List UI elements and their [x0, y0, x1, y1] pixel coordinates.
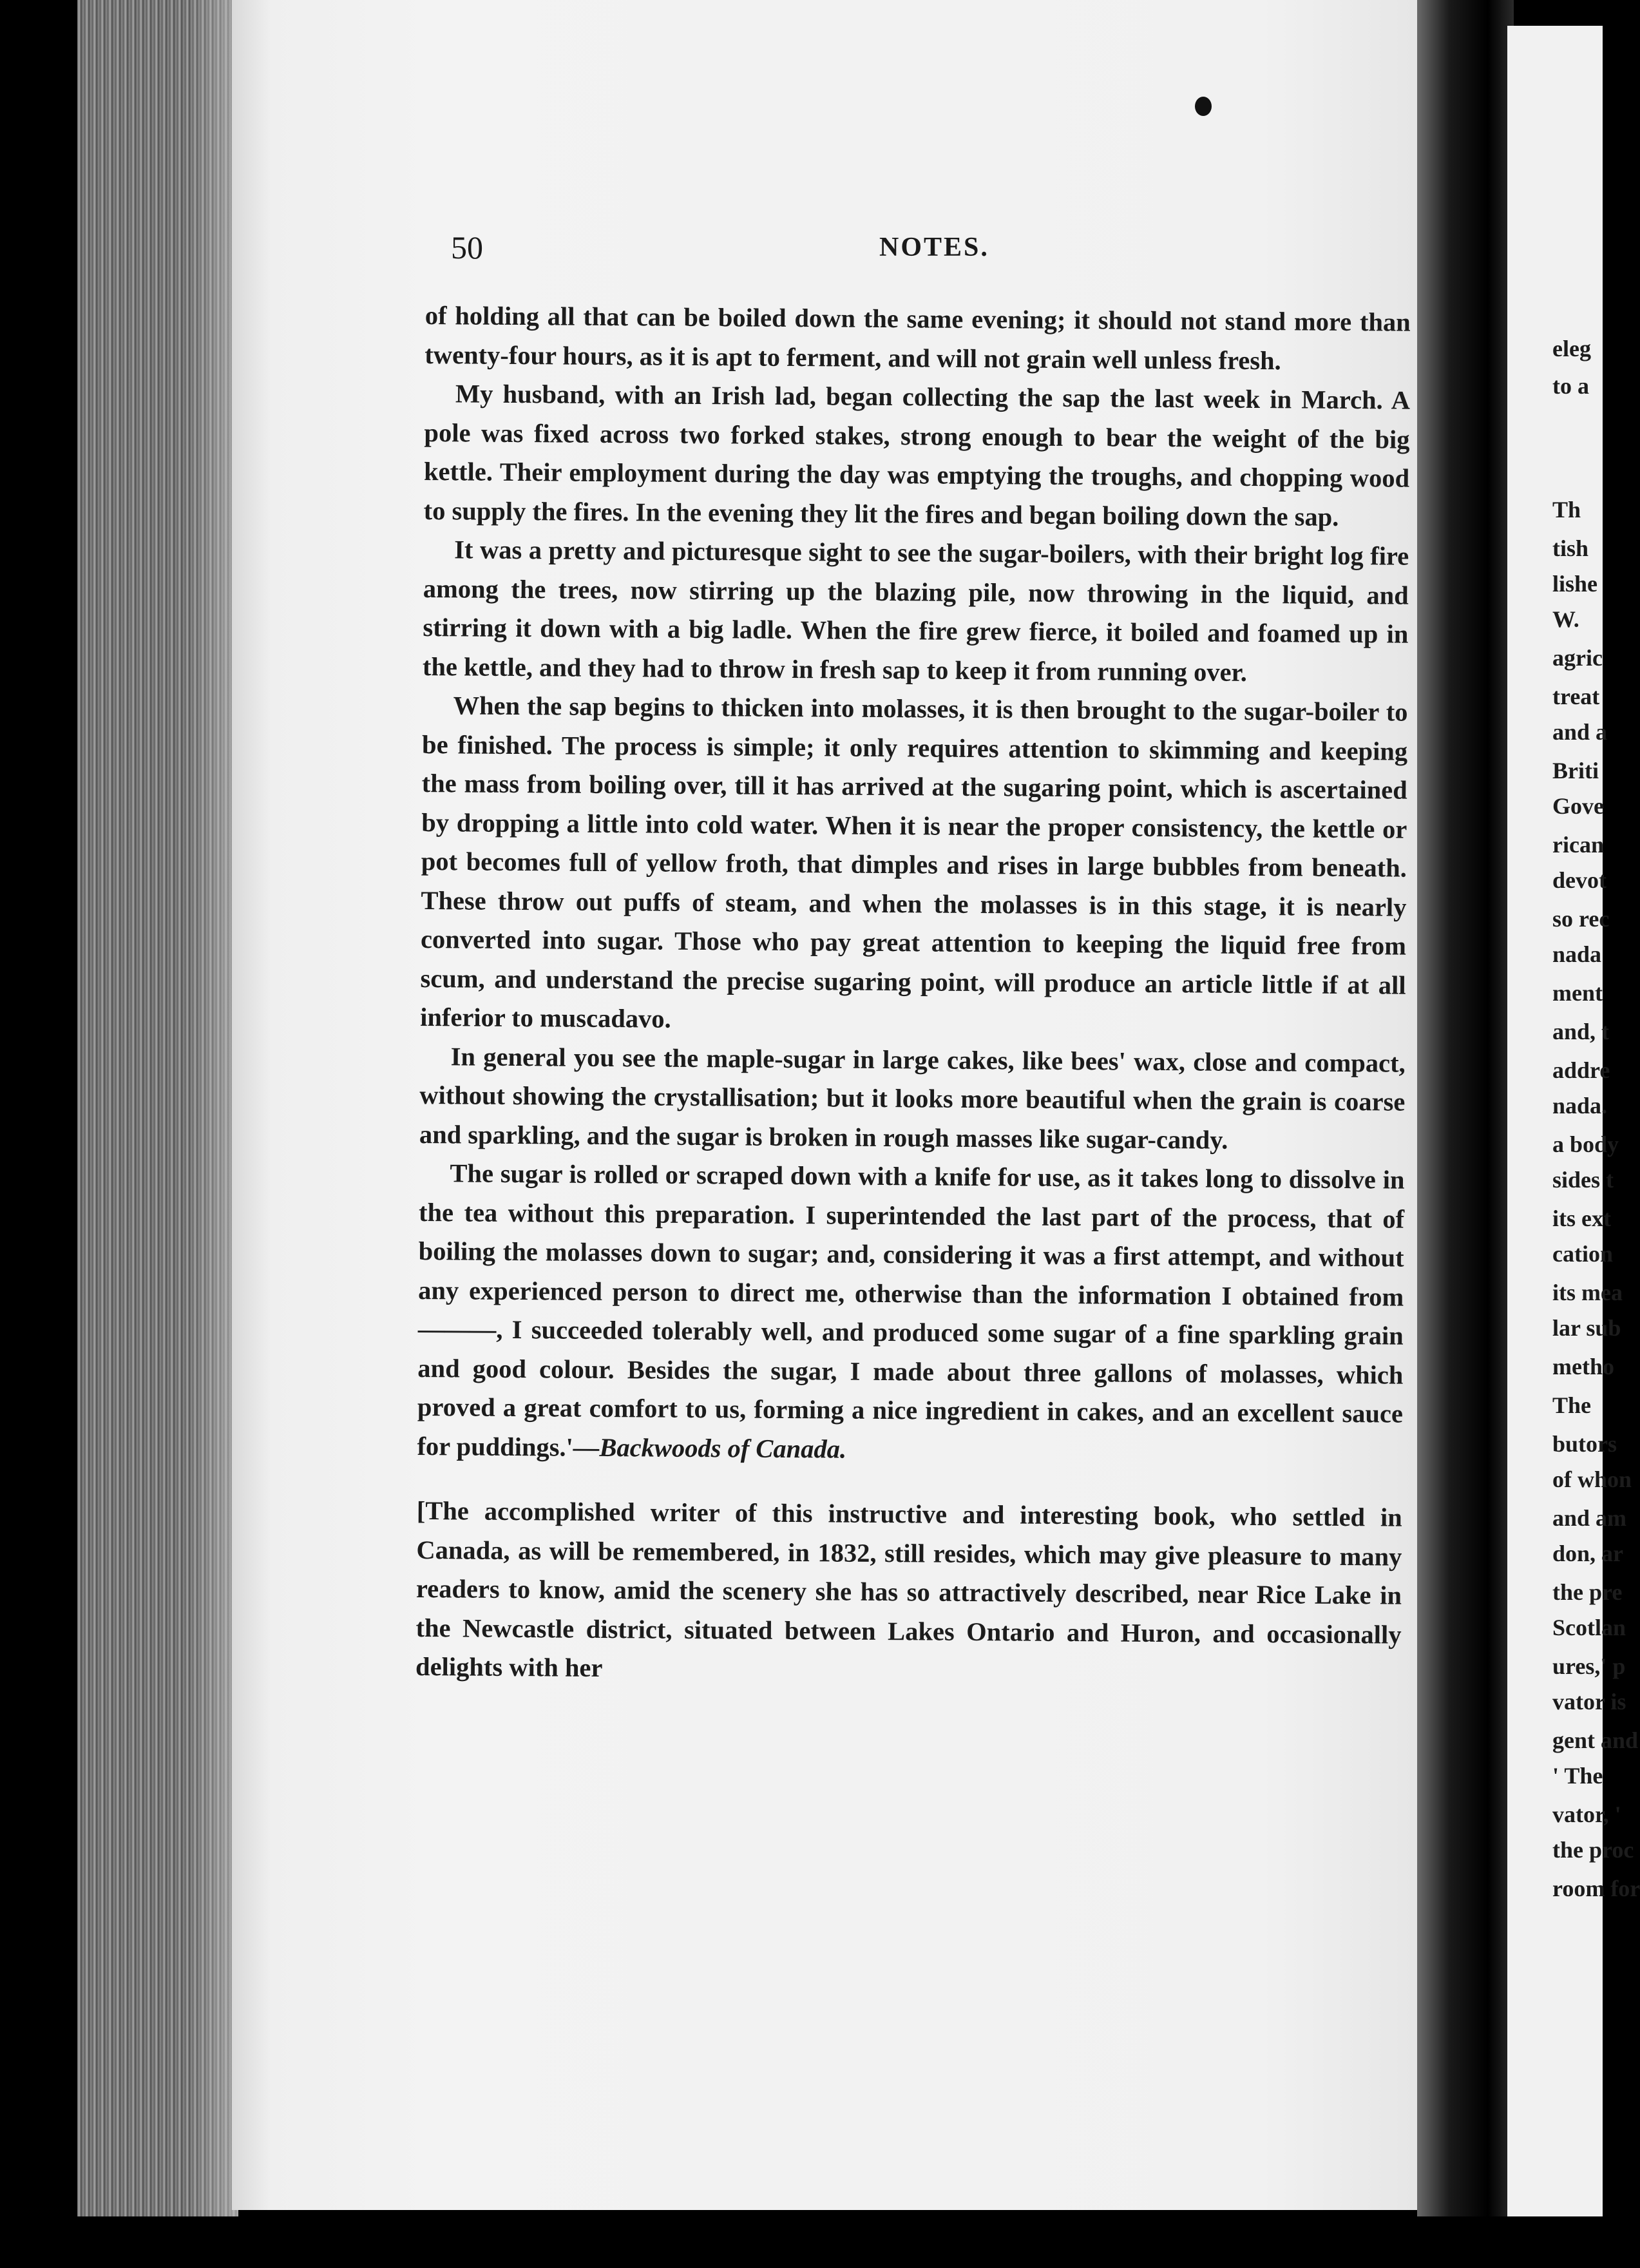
ink-spot — [1195, 97, 1212, 116]
facing-line: its mea — [1552, 1280, 1623, 1305]
facing-line: don, ar — [1552, 1541, 1624, 1566]
facing-line: the pre — [1552, 1579, 1623, 1605]
page-edges-shadow — [187, 0, 238, 2268]
body-text — [415, 296, 1411, 1693]
paragraph: When the sap begins to thicken into molasses, it is then brought to the sugar-boiler to be finished. The process is simple; it only requires attention to skimming and keeping the mass from boiling over, till it has arrived at the sugaring point, which is ascertained by dropping a little into cold water. When it is near the proper consistency, the kettle or pot becomes full of yellow froth, that dimples and rises in large bubbles from beneath. These throw out puffs of steam, and when the molasses is in this stage, it is nearly converted into sugar. Those who pay great attention to keeping the liquid free from scum, and understand the precise sugaring point, will produce an article little if at all inferior to muscadavo. — [420, 691, 1408, 1033]
facing-line: Gove — [1552, 793, 1604, 819]
facing-line: so rec — [1552, 906, 1610, 932]
facing-line: metho — [1552, 1354, 1614, 1379]
paragraph: My husband, with an Irish lad, began collecting the sap the last week in March. A pole was fixed across two forked stakes, strong enough to bear the weight of the big kettle. Their employment during the day was emptying the troughs, and chopping wood to supply the fires. In the evening they lit the fires and began boiling down the sap. — [423, 379, 1411, 532]
facing-line: ment — [1552, 980, 1603, 1006]
facing-line: butors — [1552, 1431, 1617, 1457]
facing-line: tish — [1552, 535, 1589, 561]
book-gutter — [1417, 0, 1514, 2268]
facing-line: cation — [1552, 1241, 1613, 1267]
facing-line: agric — [1552, 645, 1603, 671]
paragraph-with-citation — [417, 1154, 1404, 1473]
facing-line: its ext — [1552, 1206, 1611, 1231]
facing-line: nada. — [1552, 1093, 1608, 1119]
paragraph-text: The sugar is rolled or scraped down with a knife for use, as it takes long to dissolve in the tea without this preparation. I superintended the last part of the process, that of boiling the molasses down to sugar; and, considering it was a first attempt, and without any experienced person to direct me, otherwise than the information I obtained from ———, I succeeded tolerably well, and produced some sugar of a fine sparkling grain and good colour. Besides the sugar, I made about three gallons of molasses, which proved a great comfort to us, forming a nice ingredient in cakes, and an excellent sauce for puddings.' — [417, 1158, 1405, 1462]
facing-line: W. — [1552, 606, 1579, 632]
facing-line: and a — [1552, 719, 1608, 745]
facing-line: sides t — [1552, 1167, 1614, 1193]
facing-line: and am — [1552, 1505, 1627, 1531]
facing-line: to a — [1552, 373, 1589, 399]
facing-line: lishe — [1552, 571, 1598, 597]
paragraph: In general you see the maple-sugar in large cakes, like bees' wax, close and compact, without showing the crystallisation; but it looks more beautiful when the grain is coarse and sparkling, and the sugar is broken in rough masses like sugar-candy. — [419, 1041, 1406, 1155]
paragraph: It was a pretty and picturesque sight to see the sugar-boilers, with their bright log fire among the trees, now stirring up the blazing pile, now throwing in the liquid, and stirring it down with a big ladle. When the fire grew fierce, it boiled and foamed up in the kettle, and they had to throw in fresh sap to keep it from running over. — [422, 535, 1409, 687]
facing-line: vator, ' — [1552, 1802, 1621, 1827]
facing-line: a body — [1552, 1131, 1619, 1157]
editor-note: [The accomplished writer of this instructive and interesting book, who settled in Canada, as will be remembered, in 1832, still resides, which may give pleasure to many readers to know, amid the scenery she has so attractively described, near Rice Lake in the Newcastle district, situated between Lakes Ontario and Huron, and occasionally delights with her — [415, 1495, 1402, 1682]
facing-line: devot — [1552, 867, 1607, 893]
facing-line: room for — [1552, 1876, 1640, 1901]
facing-line: Th — [1552, 497, 1581, 523]
facing-line: treat — [1552, 684, 1600, 709]
facing-line: gent and — [1552, 1727, 1639, 1753]
page-number: 50 — [451, 229, 483, 265]
citation: —Backwoods of Canada. — [573, 1432, 847, 1464]
facing-line: vator is — [1552, 1689, 1626, 1715]
facing-line: Scotlan — [1552, 1615, 1626, 1640]
facing-line: ures,' p — [1552, 1653, 1626, 1679]
facing-line: of whon — [1552, 1466, 1632, 1492]
facing-line: rican — [1552, 832, 1604, 858]
facing-line: Briti — [1552, 758, 1599, 783]
facing-line: the proc — [1552, 1837, 1634, 1863]
facing-line: lar sub — [1552, 1315, 1621, 1341]
facing-line: and, t — [1552, 1019, 1610, 1044]
facing-line: eleg — [1552, 336, 1591, 361]
running-head: NOTES. — [879, 233, 989, 262]
paragraph-continued: of holding all that can be boiled down the same evening; it should not stand more than twenty-four hours, as it is apt to ferment, and will not grain well unless fresh. — [424, 300, 1411, 375]
facing-line: The — [1552, 1392, 1592, 1418]
facing-line: addre — [1552, 1057, 1610, 1083]
facing-line: nada — [1552, 941, 1602, 967]
scan-border-bottom — [0, 2216, 1603, 2268]
facing-line: ' The — [1552, 1763, 1603, 1789]
